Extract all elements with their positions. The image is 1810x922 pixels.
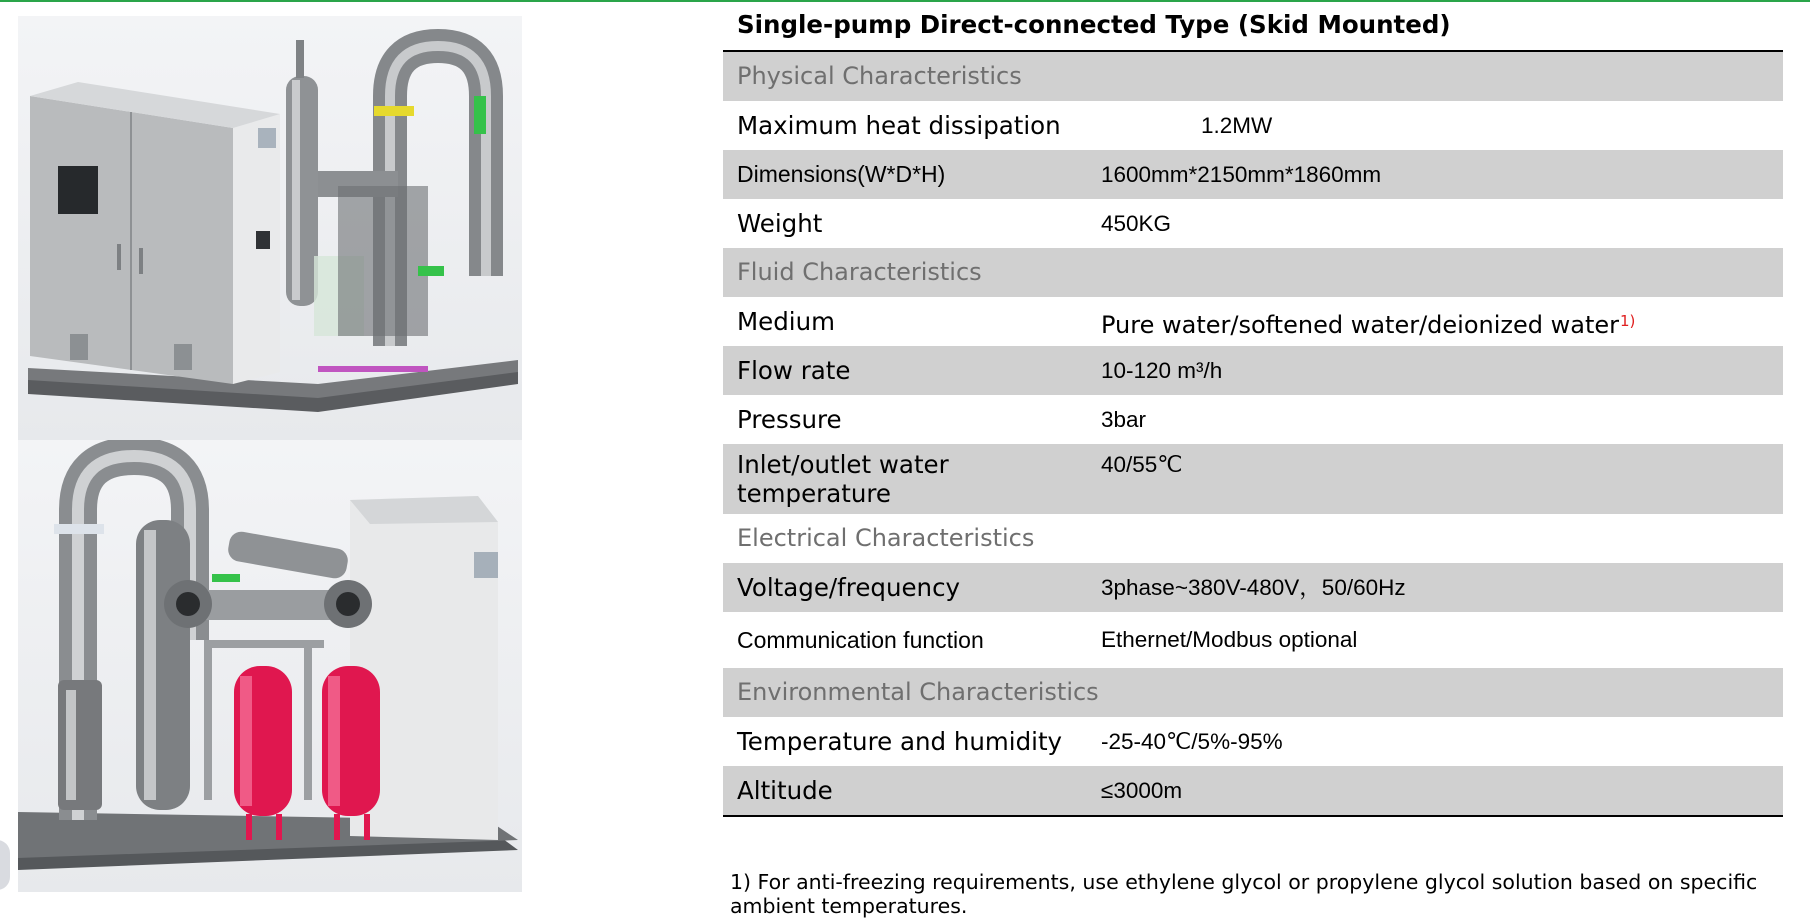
row-label: Temperature and humidity (737, 727, 1063, 756)
section-header-physical (723, 52, 1783, 101)
spec-row-heat-dissipation (723, 101, 1783, 150)
row-value: 10-120 m³/h (1101, 358, 1223, 383)
row-value: -25-40℃/5%-95% (1101, 729, 1283, 754)
row-value: 450KG (1101, 211, 1172, 236)
row-value (1101, 297, 1635, 350)
spec-row-altitude (723, 766, 1783, 815)
row-value: 3bar (1101, 407, 1147, 432)
section-label: Environmental Characteristics (737, 678, 1099, 706)
spec-row-temperature-humidity (723, 717, 1783, 766)
spec-row-weight (723, 199, 1783, 248)
table-bottom-rule (723, 815, 1783, 817)
section-header-fluid (723, 248, 1783, 297)
spec-row-flow-rate (723, 346, 1783, 395)
spec-table (723, 2, 1783, 817)
edge-circle-decoration (0, 840, 10, 890)
row-label: Maximum heat dissipation (737, 111, 1061, 140)
row-label-line2: temperature (737, 479, 891, 508)
product-render-front (18, 16, 522, 440)
row-value: 3phase~380V-480V，50/60Hz (1101, 575, 1406, 600)
section-header-environmental (723, 668, 1783, 717)
row-value: Ethernet/Modbus optional (1101, 627, 1358, 652)
spec-row-communication (723, 612, 1783, 668)
spec-row-dimensions (723, 150, 1783, 199)
spec-row-medium (723, 297, 1783, 346)
row-label: Altitude (737, 776, 833, 805)
spec-row-water-temperature (723, 444, 1783, 514)
section-label: Physical Characteristics (737, 62, 1022, 90)
spec-table-title: Single-pump Direct-connected Type (Skid Mounted) (723, 2, 1783, 52)
footnote: 1) For anti-freezing requirements, use ethylene glycol or propylene glycol solution based on specific ambient temperatures. (730, 870, 1758, 918)
spec-row-pressure (723, 395, 1783, 444)
row-value: 40/55℃ (1101, 452, 1183, 477)
spec-row-voltage (723, 563, 1783, 612)
row-label (737, 450, 949, 508)
footnote-marker: 1) (1620, 312, 1636, 330)
row-label: Dimensions(W*D*H) (737, 161, 946, 187)
row-label: Weight (737, 209, 823, 238)
row-label: Pressure (737, 405, 842, 434)
section-label: Electrical Characteristics (737, 524, 1035, 552)
row-value: 1.2MW (1201, 113, 1273, 138)
row-label: Flow rate (737, 356, 851, 385)
row-value: 1600mm*2150mm*1860mm (1101, 162, 1382, 187)
medium-value-text: Pure water/softened water/deionized water (1101, 311, 1619, 339)
section-header-electrical (723, 514, 1783, 563)
row-label-line1: Inlet/outlet water (737, 450, 949, 479)
section-label: Fluid Characteristics (737, 258, 982, 286)
product-render-rear (18, 440, 522, 892)
row-value: ≤3000m (1101, 778, 1183, 803)
row-label: Voltage/frequency (737, 573, 961, 602)
row-label: Medium (737, 307, 835, 336)
row-label: Communication function (737, 627, 984, 653)
